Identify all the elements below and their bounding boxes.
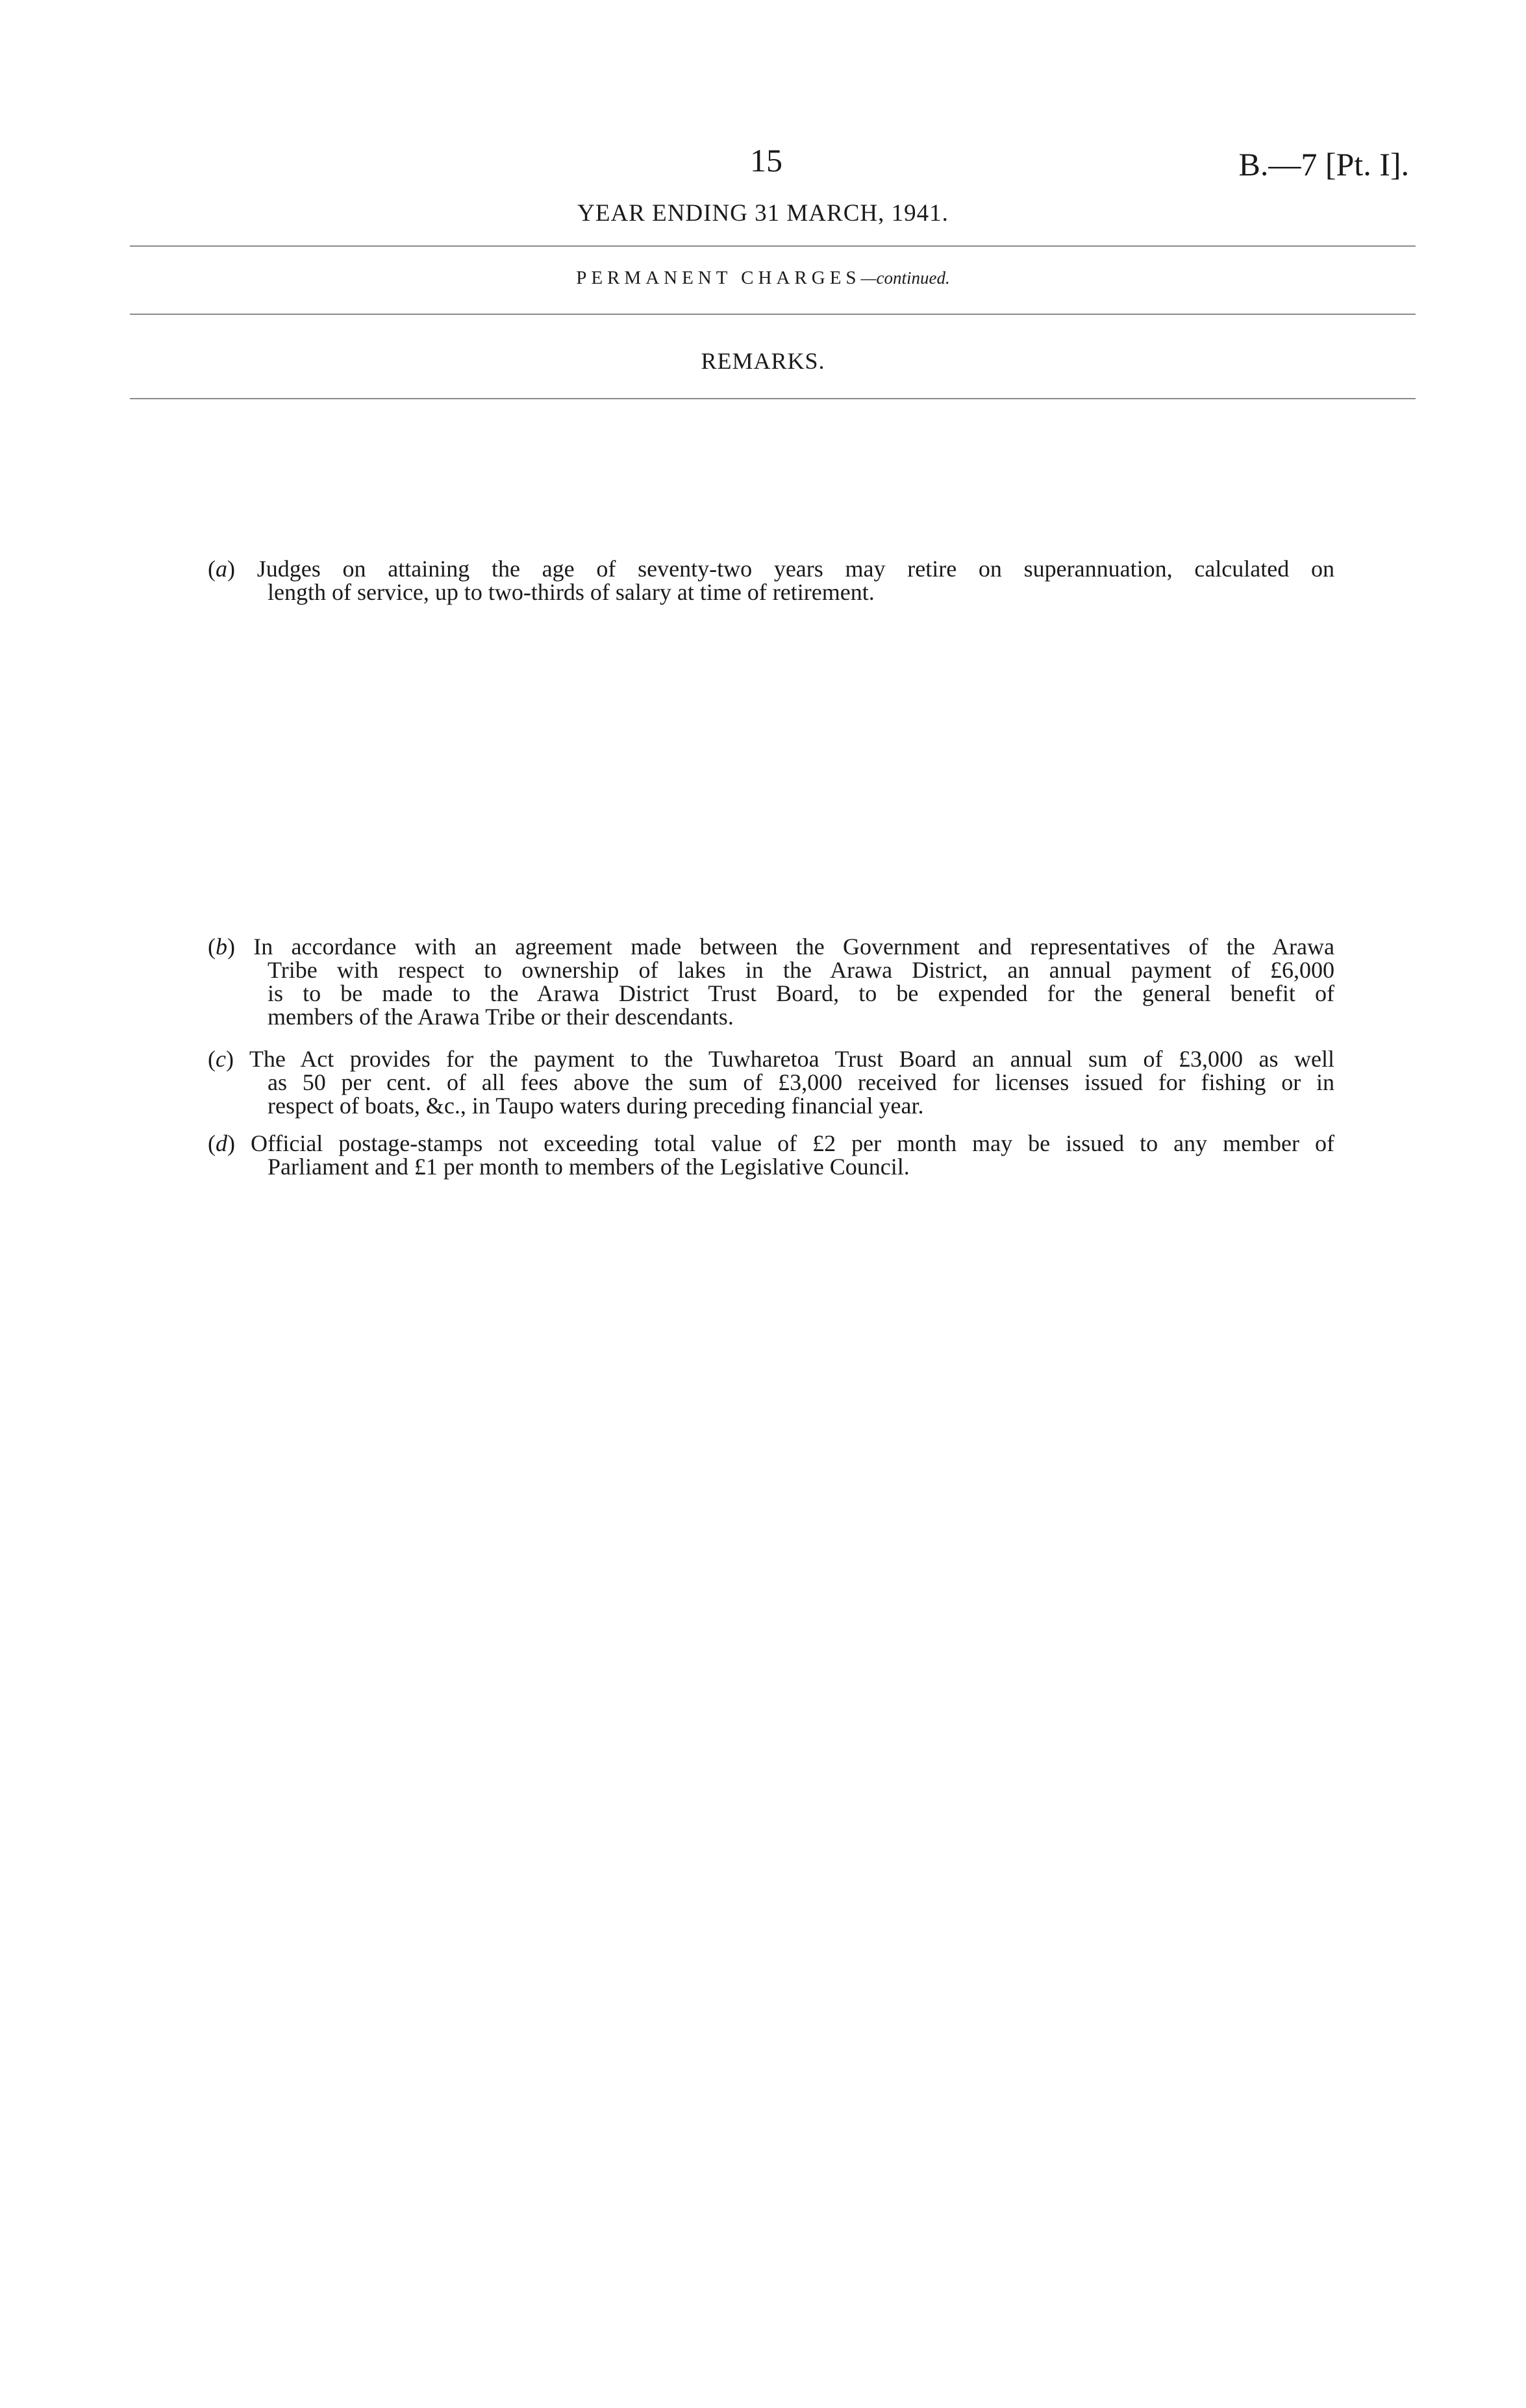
year-heading: YEAR ENDING 31 MARCH, 1941. (577, 200, 949, 227)
note-line: respect of boats, &c., in Taupo waters during preceding financial year. (268, 1093, 924, 1119)
note-text: The Act provides for the payment to the Tuwharetoa Trust Board an annual sum of £3,000 as well (249, 1046, 1334, 1072)
note-text: Judges on attaining the age of seventy-two years may retire on superannuation, calculated on (256, 556, 1334, 582)
rule-divider-1 (130, 245, 1416, 247)
note-line (208, 1047, 1334, 1071)
note-line (208, 935, 1334, 958)
section-heading-title: PERMANENT CHARGES (576, 267, 861, 288)
note-c (208, 1047, 1334, 1117)
page-number: 15 (750, 142, 782, 179)
note-text: In accordance with an agreement made between the Government and representatives of the Arawa (253, 934, 1334, 960)
note-b (208, 935, 1334, 1028)
note-d (208, 1132, 1334, 1178)
rule-divider-3 (130, 398, 1416, 399)
document-reference: B.—7 [Pt. I]. (1238, 146, 1409, 182)
section-heading (0, 269, 1526, 288)
note-a (208, 557, 1334, 604)
note-line: Tribe with respect to ownership of lakes in the Arawa District, an annual payment of £6,000 (268, 957, 1334, 983)
section-heading-continued: —continued. (860, 268, 950, 288)
remarks-heading: REMARKS. (701, 348, 825, 374)
note-label: (a) (208, 556, 235, 582)
note-line: members of the Arawa Tribe or their descendants. (268, 1004, 734, 1030)
note-line: Parliament and £1 per month to members of the Legislative Council. (268, 1154, 910, 1180)
note-line: as 50 per cent. of all fees above the sum of £3,000 received for licenses issued for fishing or in (268, 1069, 1334, 1095)
rule-divider-2 (130, 314, 1416, 315)
note-label: (d) (208, 1130, 235, 1156)
note-line: length of service, up to two-thirds of salary at time of retirement. (268, 579, 875, 605)
note-label: (c) (208, 1046, 234, 1072)
note-line: is to be made to the Arawa District Trust Board, to be expended for the general benefit of (268, 980, 1334, 1006)
note-text: Official postage-stamps not exceeding total value of £2 per month may be issued to any member of (251, 1130, 1335, 1156)
note-line (208, 1132, 1334, 1155)
note-line (208, 557, 1334, 580)
note-label: (b) (208, 934, 235, 960)
